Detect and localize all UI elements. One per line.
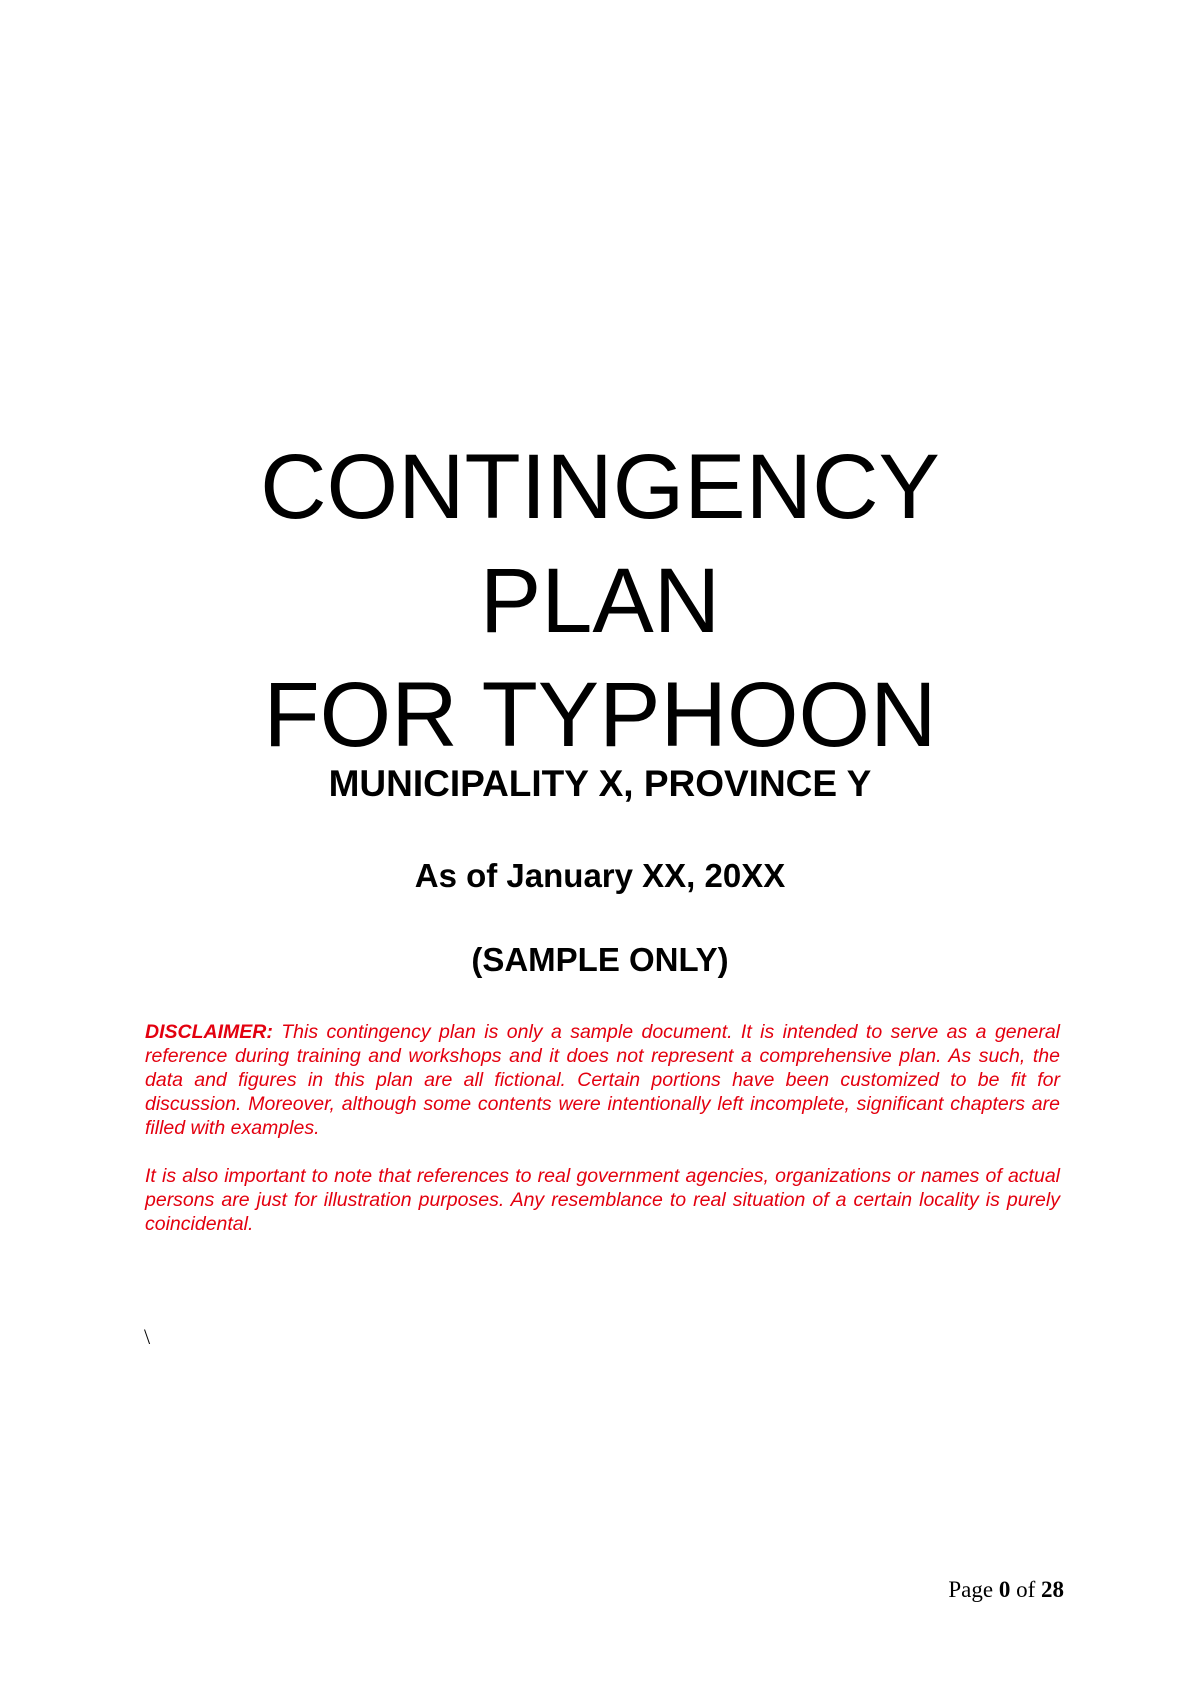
disclaimer-paragraph-1 [145,1020,1060,1140]
footer-total-pages: 28 [1041,1577,1064,1602]
title-line-2: PLAN [479,550,721,652]
footer-page-word: Page [948,1577,994,1602]
footer-of-word: of [1016,1577,1036,1602]
disclaimer-label: DISCLAIMER: [145,1021,273,1043]
document-subtitle: MUNICIPALITY X, PROVINCE Y [328,763,872,804]
disclaimer-paragraph-2 [145,1164,1060,1236]
document-date: As of January XX, 20XX [414,857,786,894]
title-line-3: FOR TYPHOON [263,664,937,766]
title-line-1: CONTINGENCY [260,436,940,538]
footer-current-page: 0 [998,1577,1011,1602]
disclaimer-text-1: This contingency plan is only a sample document. It is intended to serve as a general reference during training and workshops and it does not represent a comprehensive plan. As such, the data and figures in this plan are all fictional. Certain portions have been customized to be fit for discussion. Moreover, although some contents were intentionally left incomplete, significant chapters are filled with examples. [145,1021,1060,1139]
page-footer [948,1576,1064,1604]
document-title [0,430,1200,772]
sample-note: (SAMPLE ONLY) [471,941,729,978]
stray-backslash: \ [144,1324,151,1349]
disclaimer-text-2: It is also important to note that references to real government agencies, organizations or names of actual persons are just for illustration purposes. Any resemblance to real situation of a certain locality is purely coincidental. [145,1165,1060,1235]
